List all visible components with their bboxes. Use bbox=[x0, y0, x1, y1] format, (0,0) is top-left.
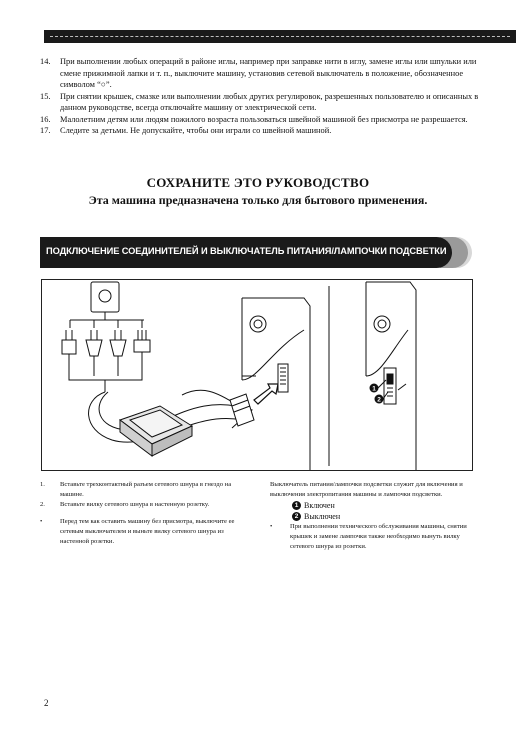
rule-number: 14. bbox=[40, 57, 51, 66]
rule-number: 16. bbox=[40, 114, 51, 124]
callout-1 bbox=[370, 384, 379, 393]
save-manual-heading: СОХРАНИТЕ ЭТО РУКОВОДСТВО bbox=[146, 175, 370, 190]
note-bullet: • bbox=[270, 523, 273, 530]
connection-illustration bbox=[41, 279, 473, 471]
rule-number: 15. bbox=[40, 91, 51, 101]
step-number: 2. bbox=[40, 501, 45, 508]
plug-type-c-icon bbox=[110, 330, 126, 376]
plug-type-b-icon bbox=[86, 330, 102, 376]
right-instructions bbox=[270, 480, 480, 552]
section-header-tab bbox=[40, 237, 452, 268]
safety-rules-list bbox=[40, 56, 480, 137]
wall-outlet-icon bbox=[91, 282, 119, 312]
plug-type-d-icon bbox=[134, 330, 150, 376]
plug-type-a-icon bbox=[62, 330, 76, 376]
power-switch-icon bbox=[387, 374, 393, 384]
safety-rule bbox=[40, 91, 480, 114]
rule-number: 17. bbox=[40, 126, 51, 135]
instruction-note bbox=[40, 517, 240, 547]
instruction-step bbox=[40, 480, 240, 500]
note-bullet: • bbox=[40, 518, 43, 525]
section-title: ПОДКЛЮЧЕНИЕ СОЕДИНИТЕЛЕЙ И ВЫКЛЮЧАТЕЛЬ ПИТАНИЯ/ЛАМПОЧКИ ПОДСВЕТКИ bbox=[46, 246, 447, 256]
rule-text: При снятии крышек, смазке или выполнении любых других регулировок, разрешенных пользователю и описанных в данном руководстве, всегда отключайте машину от электрической сети. bbox=[60, 91, 479, 112]
illustration-svg bbox=[42, 280, 472, 470]
page-number: 2 bbox=[44, 698, 49, 708]
note-text: Перед тем как оставить машину без присмотра, выключите ее сетевым выключателем и выньте вилку сетевого шнура из настенной розетки. bbox=[60, 518, 235, 545]
callout-2 bbox=[375, 395, 384, 404]
rule-text: При выполнении любых операций в районе иглы, например при заправке нити в иглу, замене иглы или шпульки или смене прижимной лапки и т. п., выключите машину, установив сетевой выключатель в положение, обозначенное символом “○”. bbox=[60, 57, 477, 89]
domestic-use-heading: Эта машина предназначена только для бытового применения. bbox=[88, 193, 428, 207]
instruction-note bbox=[270, 522, 480, 552]
safety-rule bbox=[40, 125, 480, 137]
step-number: 1. bbox=[40, 481, 45, 488]
state-on-label: Включен bbox=[304, 501, 335, 510]
step-text: Вставьте вилку сетевого шнура в настенную розетку. bbox=[60, 501, 210, 508]
header-bar bbox=[44, 30, 516, 43]
state-off-number: 2 bbox=[292, 512, 301, 521]
instruction-step bbox=[40, 500, 240, 510]
callout-1-label: 1 bbox=[372, 385, 376, 393]
power-switch-detail-icon bbox=[366, 282, 416, 470]
state-on-number: 1 bbox=[292, 501, 301, 510]
insert-arrow-icon bbox=[254, 384, 278, 404]
state-off-label: Выключен bbox=[304, 512, 341, 521]
rule-text: Следите за детьми. Не допускайте, чтобы они играли со швейной машиной. bbox=[60, 126, 332, 135]
safety-rule bbox=[40, 114, 480, 126]
switch-state-on bbox=[292, 500, 480, 511]
callout-2-label: 2 bbox=[377, 396, 381, 404]
left-instructions bbox=[40, 480, 240, 547]
safety-rule bbox=[40, 56, 480, 91]
header-dashed-line bbox=[50, 36, 510, 37]
switch-description: Выключатель питания/лампочки подсветки служит для включения и выключения электропитания машины и лампочки подсветки. bbox=[270, 481, 463, 498]
step-text: Вставьте трехконтактный разъем сетевого шнура в гнездо на машине. bbox=[60, 481, 232, 498]
switch-state-off bbox=[292, 511, 480, 522]
machine-connector-icon bbox=[230, 394, 254, 426]
rule-text: Малолетним детям или людям пожилого возраста пользоваться швейной машиной без присмотра не разрешается. bbox=[60, 114, 468, 124]
note-text: При выполнении технического обслуживания машины, снятии крышек и замене лампочки также необходимо вынуть вилку сетевого шнура из розетки. bbox=[290, 523, 467, 550]
